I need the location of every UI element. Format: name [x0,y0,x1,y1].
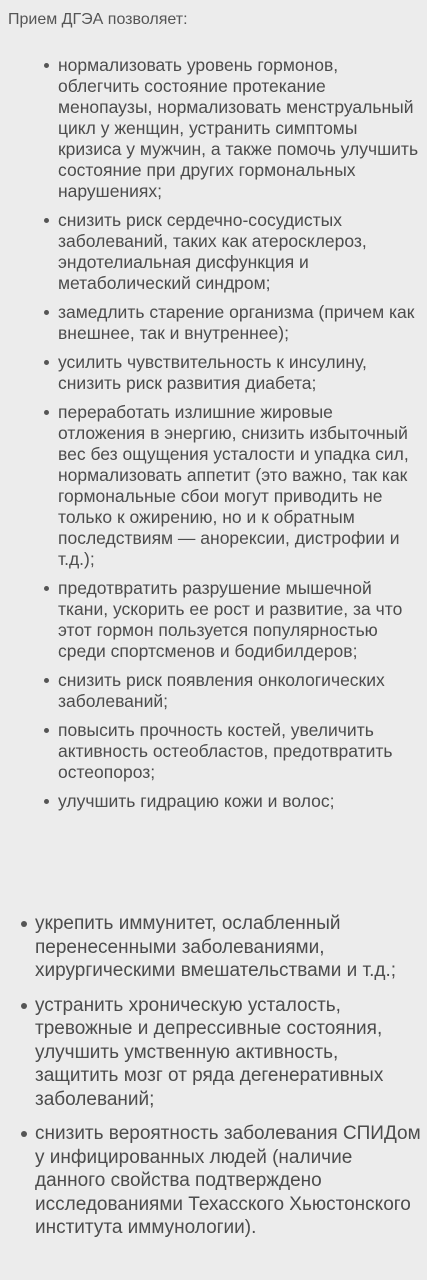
list-item-text: устранить хроническую усталость, тревожные и депрессивные состояния, улучшить умственную активность, защитить мозг от ряда дегенеративных заболеваний; [35,994,384,1110]
list-item [58,578,420,670]
list-item [58,402,420,578]
list-item [58,352,420,402]
bullet-icon [44,586,49,591]
list-item-text: повысить прочность костей, увеличить активность остеобластов, предотвратить остеопороз; [58,720,393,782]
list-item-text: улучшить гидрацию кожи и волос; [58,791,335,811]
bullet-icon [44,218,49,223]
bullet-icon [21,921,27,927]
inner-benefits-list [58,55,420,820]
outer-benefits-list [35,912,423,1251]
list-item [35,912,423,994]
bullet-icon [21,1003,27,1009]
list-item-text: нормализовать уровень гормонов, облегчить состояние протекание менопаузы, нормализовать менструальный цикл у женщин, устранить симптомы кризиса у мужчин, а также помочь улучшить состояние при других гормональных нарушениях; [58,55,419,201]
bullet-icon [44,799,49,804]
list-item-text: снизить риск сердечно-сосудистых заболеваний, таких как атеросклероз, эндотелиальная дисфункция и метаболический синдром; [58,210,367,293]
bullet-icon [44,410,49,415]
bullet-icon [44,310,49,315]
list-item-text: усилить чувствительность к инсулину, снизить риск развития диабета; [58,352,367,393]
list-item-text: снизить риск появления онкологических заболеваний; [58,670,385,711]
list-item [58,791,420,820]
list-item [35,1122,423,1251]
list-item [58,670,420,720]
bullet-icon [21,1131,27,1137]
bullet-icon [44,360,49,365]
list-item [58,720,420,791]
list-item [58,210,420,302]
list-item-text: предотвратить разрушение мышечной ткани, ускорить ее рост и развитие, за что этот гормон пользуется популярностью среди спортсменов и бодибилдеров; [58,578,403,661]
bullet-icon [44,728,49,733]
list-item-text: снизить вероятность заболевания СПИДом у инфицированных людей (наличие данного свойства подтверждено исследованиями Техасского Хьюстонского института иммунологии). [35,1123,421,1238]
intro-heading: Прием ДГЭА позволяет: [8,11,188,28]
bullet-icon [44,678,49,683]
list-item [58,302,420,352]
list-item-text: замедлить старение организма (причем как внешнее, так и внутреннее); [58,302,415,343]
list-item [58,55,420,210]
list-item [35,994,423,1123]
list-item-text: укрепить иммунитет, ослабленный перенесенными заболеваниями, хирургическими вмешательствами и т.д.; [35,913,397,981]
bullet-icon [44,63,49,68]
list-item-text: переработать излишние жировые отложения в энергию, снизить избыточный вес без ощущения усталости и упадка сил, нормализовать аппетит (это важно, так как гормональные сбои могут приводить не только к ожирению, но и к обратным последствиям — анорексии, дистрофии и т.д.); [58,402,409,569]
